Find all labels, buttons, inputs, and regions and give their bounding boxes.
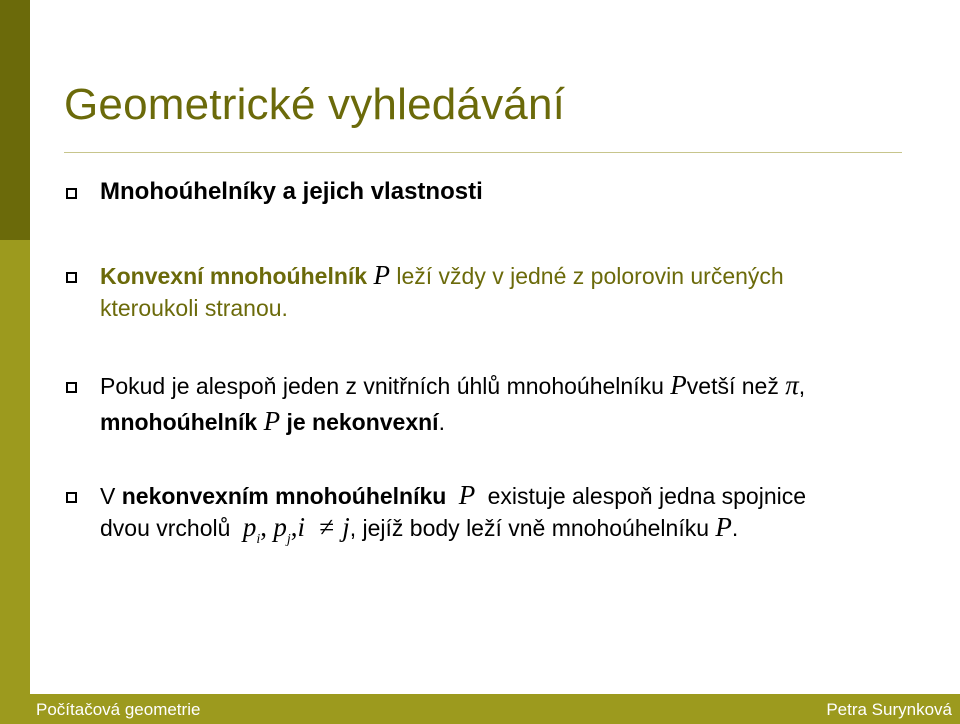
math-pi: π [785,370,799,400]
bullet-3-comma: , [798,373,806,399]
math-j: j [342,512,350,542]
left-accent-bar-dark [0,0,30,240]
term-nekonvexnim: nekonvexním mnohoúhelníku [121,483,447,509]
square-bullet-icon [66,188,77,199]
math-sub-i: i [256,532,261,547]
math-P: P [715,512,732,542]
math-not-equal: ≠ [319,512,335,542]
term-mnohouhelnik: mnohoúhelník [100,409,258,435]
square-bullet-icon [66,492,77,503]
title-divider [64,152,902,153]
slide-title: Geometrické vyhledávání [64,80,566,129]
footer-author: Petra Surynková [826,700,952,719]
math-P: P [670,370,687,400]
math-comma: , [290,512,298,542]
bullet-1-text: Mnohoúhelníky a jejich vlastnosti [100,178,483,205]
bullet-4-text-a: V [100,483,116,509]
math-P: P [263,406,281,436]
bullet-3-period: . [438,409,445,435]
math-p: p [273,512,287,542]
term-nekonvexni: je nekonvexní [286,409,439,435]
bullet-4-period: . [731,515,739,541]
bullet-3-line-1 [100,370,805,401]
math-comma: , [260,512,267,542]
math-i: i [297,512,305,542]
footer-course: Počítačová geometrie [36,700,201,719]
square-bullet-icon [66,382,77,393]
math-expression [242,512,350,547]
bullet-4-text-d: dvou vrcholů [100,515,231,541]
bullet-4-text-e: , jejíž body leží vně mnohoúhelníku [349,515,710,541]
bullet-2-line-2: kteroukoli stranou. [100,295,288,321]
math-sub-j: j [286,532,291,547]
bullet-3-text-a: Pokud je alespoň jeden z vnitřních úhlů mnohoúhelníku [100,373,664,399]
term-konvexni: Konvexní mnohoúhelník [100,263,368,289]
math-p: p [242,512,257,542]
bullet-2-text-a: leží vždy v jedné z polorovin určených [396,263,784,289]
bullet-4-text-c: existuje alespoň jedna spojnice [487,483,807,509]
footer-bar [0,694,960,724]
math-P: P [458,480,476,510]
bullet-4-line-2 [100,512,739,547]
bullet-3-text-b: vetší než [686,373,779,399]
bullet-2-line-1 [100,260,784,291]
math-P: P [373,260,390,290]
bullet-3-line-2 [100,406,445,437]
left-accent-bar-light [0,240,30,694]
bullet-4-line-1 [100,480,806,511]
square-bullet-icon [66,272,77,283]
